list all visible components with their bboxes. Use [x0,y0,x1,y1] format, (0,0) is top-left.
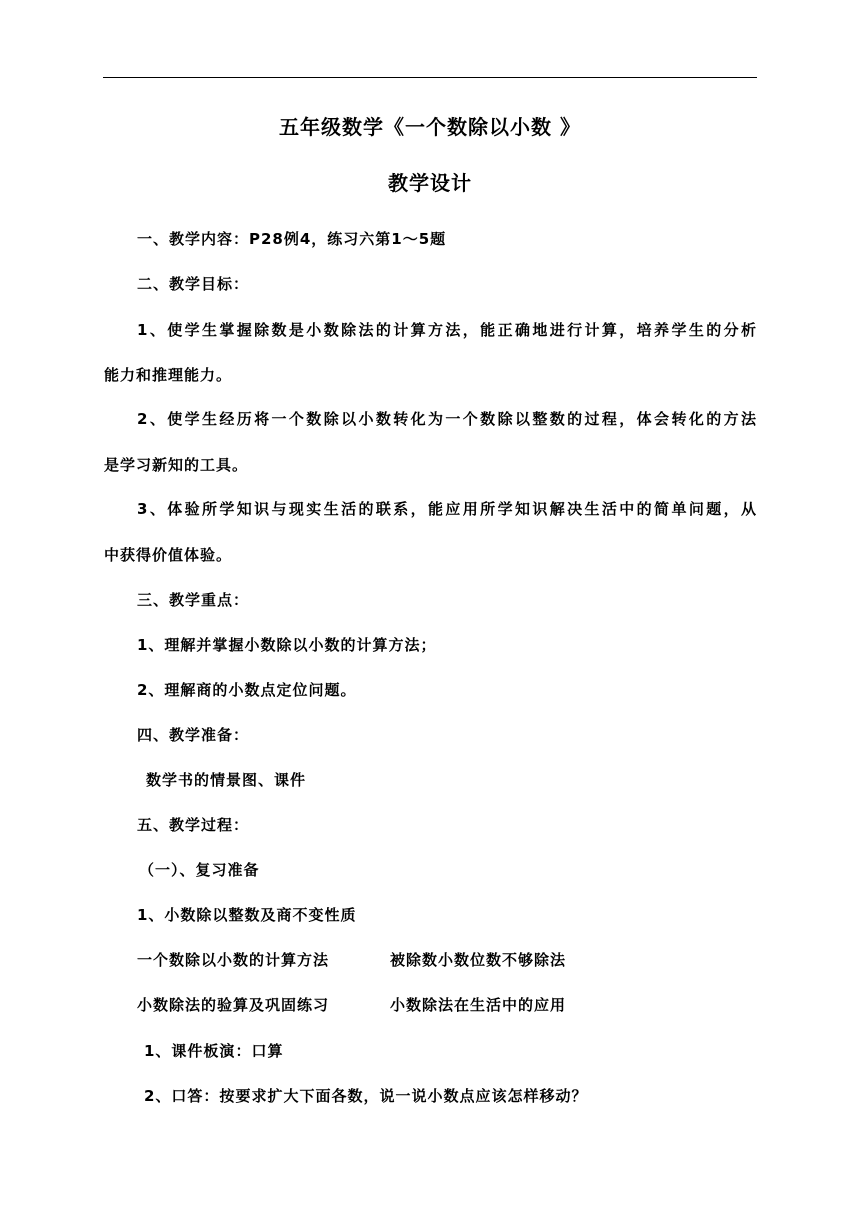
objective-3-line-1: 3、体验所学知识与现实生活的联系，能应用所学知识解决生活中的简单问题，从 [137,500,757,518]
objective-3-line-2: 中获得价值体验。 [104,546,233,564]
oral-item-1: 1、课件板演：口算 [144,1042,284,1060]
objectives-heading: 二、教学目标： [137,275,250,293]
key-points-heading: 三、教学重点： [137,591,250,609]
objective-1-line-1: 1、使学生掌握除数是小数除法的计算方法，能正确地进行计算，培养学生的分析 [137,321,757,339]
key-point-2: 2、理解商的小数点定位问题。 [137,681,357,699]
objective-2-line-1: 2、使学生经历将一个数除以小数转化为一个数除以整数的过程，体会转化的方法 [137,410,757,428]
topic-c: 小数除法的验算及巩固练习 [137,996,330,1014]
header-rule [103,77,757,78]
review-heading: （一）、复习准备 [139,861,260,879]
oral-item-2: 2、口答：按要求扩大下面各数，说一说小数点应该怎样移动？ [144,1087,588,1105]
document-title: 五年级数学《一个数除以小数 》 [279,115,581,139]
objective-2-line-2: 是学习新知的工具。 [104,456,249,474]
key-point-1: 1、理解并掌握小数除以小数的计算方法； [137,636,437,654]
objective-1-line-2: 能力和推理能力。 [104,366,233,384]
review-item-1: 1、小数除以整数及商不变性质 [137,906,357,924]
document-subtitle: 教学设计 [388,171,472,195]
topic-b: 被除数小数位数不够除法 [390,951,567,969]
preparation-heading: 四、教学准备： [137,726,250,744]
preparation-text: 数学书的情景图、课件 [146,771,307,789]
topic-d: 小数除法在生活中的应用 [390,996,567,1014]
process-heading: 五、教学过程： [137,816,250,834]
topic-a: 一个数除以小数的计算方法 [137,951,330,969]
content-line: 一、教学内容：P28例4，练习六第1～5题 [137,230,447,248]
